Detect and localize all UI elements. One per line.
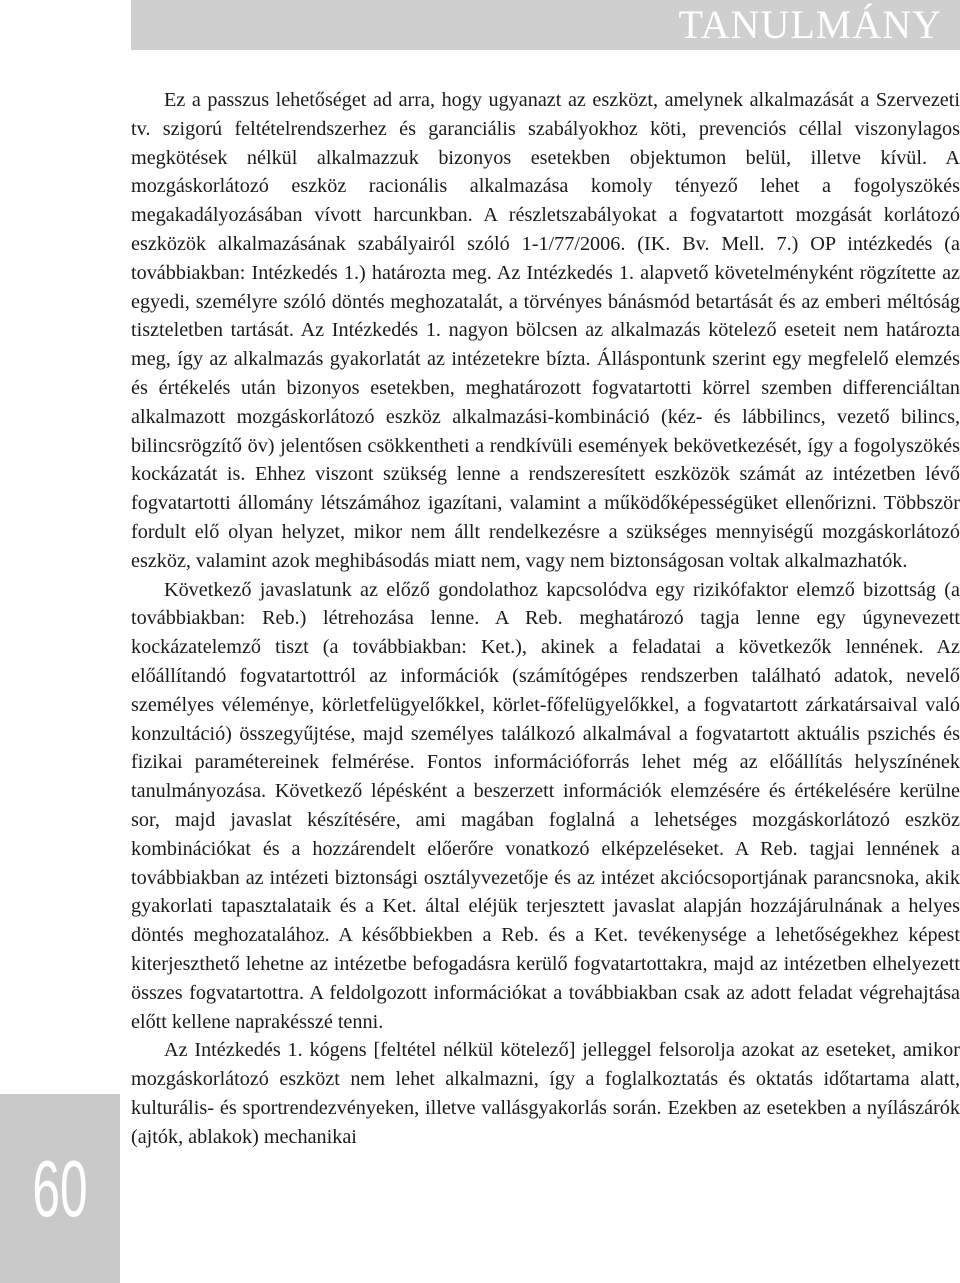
section-title: TANULMÁNY — [678, 2, 942, 47]
paragraph-1: Ez a passzus lehetőséget ad arra, hogy ugyanazt az eszközt, amelynek alkalmazását a Szervezeti tv. szigorú feltételrendszerhez és garanciális szabályokhoz köti, prevenciós céllal viszonylagos megkötések nélkül alkalmazzuk bizonyos esetekben objektumon belül, illetve kívül. A mozgáskorlátozó eszköz racionális alkalmazása komoly tényező lehet a fogolyszökés megakadályozásában vívott harcunkban. A részletszabályokat a fogvatartott mozgását korlátozó eszközök alkalmazásának szabályairól szóló 1-1/77/2006. (IK. Bv. Mell. 7.) OP intézkedés (a továbbiakban: Intézkedés 1.) határozta meg. Az Intézkedés 1. alapvető követelményként rögzítette az egyedi, személyre szóló döntés meghozatalát, a törvényes bánásmód betartását és az emberi méltóság tiszteletben tartását. Az Intézkedés 1. nagyon bölcsen az alkalmazás kötelező eseteit nem határozta meg, így az alkalmazás gyakorlatát az intézetekre bízta. Álláspontunk szerint egy megfelelő elemzés és értékelés után bizonyos esetekben, meghatározott fogvatartotti körrel szemben differenciáltan alkalmazott mozgáskorlátozó eszköz alkalmazási-kombináció (kéz- és lábbilincs, vezető bilincs, bilincsrögzítő öv) jelentősen csökkentheti a rendkívüli események bekövetkezését, így a fogolyszökés kockázatát is. Ehhez viszont szükség lenne a rendszeresített eszközök számát az intézetben lévő fogvatartotti állomány létszámához igazítani, valamint a működőképességüket ellenőrizni. Többször fordult elő olyan helyzet, mikor nem állt rendelkezésre a szükséges mennyiségű mozgáskorlátozó eszköz, valamint azok meghibásodás miatt nem, vagy nem biztonságosan voltak alkalmazhatók. — [131, 89, 960, 572]
paragraph-2: Következő javaslatunk az előző gondolathoz kapcsolódva egy rizikófaktor elemző bizottság (a továbbiakban: Reb.) létrehozása lenne. A Reb. meghatározó tagja lenne egy úgynevezett kockázatelemző tiszt (a továbbiakban: Ket.), akinek a feladatai a következők lennének. Az előállítandó fogvatartottról az információk (számítógépes rendszerben található adatok, nevelő személyes véleménye, körletfelügyelőkkel, körlet-főfelügyelőkkel, a fogvatartott zárkatársaival való konzultáció) összegyűjtése, majd személyes találkozó alkalmával a fogvatartott aktuális pszichés és fizikai paramétereinek felmérése. Fontos információforrás lehet még az előállítás helyszínének tanulmányozása. Következő lépésként a beszerzett információk elemzésére és értékelésére kerülne sor, majd javaslat készítésére, ami magában foglalná a lehetséges mozgáskorlátozó eszköz kombinációkat és a hozzárendelt előerőre vonatkozó elképzeléseket. A Reb. tagjai lennének a továbbiakban az intézeti biztonsági osztályvezetője és az intézet akciócsoportjának parancsnoka, akik gyakorlati tapasztalataik és a Ket. által eléjük terjesztett javaslat alapján hozzájárulnának a helyes döntés meghozatalához. A későbbiekben a Reb. és a Ket. tevékenysége a lehetőségekhez képest kiterjeszthető lehetne az intézetbe befogadásra kerülő fogvatartottakra, majd az intézetben elhelyezett összes fogvatartottra. A feldolgozott információkat a továbbiakban csak az adott feladat végrehajtása előtt kellene naprakésszé tenni. — [131, 578, 960, 1033]
header-band — [131, 0, 960, 50]
paragraph-3: Az Intézkedés 1. kógens [feltétel nélkül kötelező] jelleggel felsorolja azokat az eseteket, amikor mozgáskorlátozó eszközt nem lehet alkalmazni, így a foglalkoztatás és oktatás időtartama alatt, kulturális- és sportrendezvényeken, illetve vallásgyakorlás során. Ezekben az esetekben a nyílászárók (ajtók, ablakok) mechanikai — [131, 1039, 960, 1148]
page-number-band — [0, 1094, 120, 1283]
page-number: 60 — [32, 1143, 88, 1233]
article-body — [131, 86, 960, 1151]
